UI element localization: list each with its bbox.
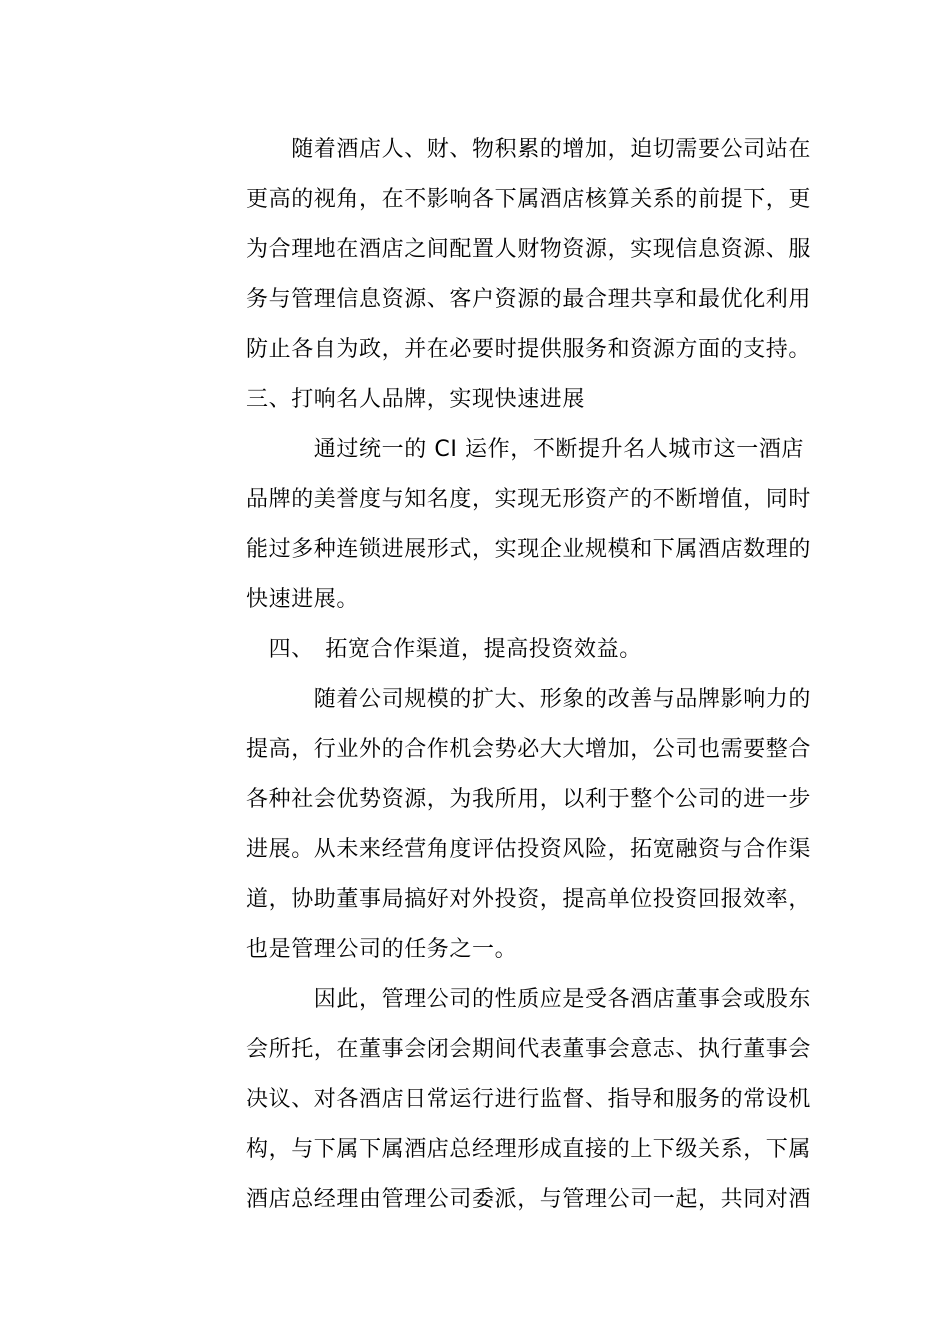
paragraph-line: 能过多种连锁进展形式，实现企业规模和下属酒店数理的	[246, 537, 812, 562]
paragraph-line: 通过统一的 CI 运作，不断提升名人城市这一酒店	[246, 437, 805, 462]
paragraph-line: 提高，行业外的合作机会势必大大增加，公司也需要整合	[246, 737, 812, 762]
paragraph-line: 随着酒店人、财、物积累的增加，迫切需要公司站在	[246, 137, 812, 162]
paragraph-line: 道，协助董事局搞好对外投资，提高单位投资回报效率，	[246, 887, 812, 912]
paragraph-line: 决议、对各酒店日常运行进行监督、指导和服务的常设机	[246, 1087, 812, 1112]
paragraph-line: 防止各自为政，并在必要时提供服务和资源方面的支持。	[246, 337, 812, 362]
paragraph-line: 务与管理信息资源、客户资源的最合理共享和最优化利用	[246, 287, 812, 312]
paragraph-line: 也是管理公司的任务之一。	[246, 937, 518, 962]
section-heading: 四、 拓宽合作渠道，提高投资效益。	[246, 637, 642, 662]
paragraph-line: 构，与下属下属酒店总经理形成直接的上下级关系，下属	[246, 1137, 812, 1162]
paragraph-line: 快速进展。	[246, 587, 360, 612]
paragraph-line: 酒店总经理由管理公司委派，与管理公司一起，共同对酒	[246, 1187, 812, 1212]
paragraph-line: 为合理地在酒店之间配置人财物资源，实现信息资源、服	[246, 237, 812, 262]
paragraph-line: 更高的视角，在不影响各下属酒店核算关系的前提下，更	[246, 187, 812, 212]
paragraph-line: 随着公司规模的扩大、形象的改善与品牌影响力的	[246, 687, 812, 712]
paragraph-line: 品牌的美誉度与知名度，实现无形资产的不断增值，同时	[246, 487, 812, 512]
paragraph-line: 各种社会优势资源，为我所用，以利于整个公司的进一步	[246, 787, 812, 812]
paragraph-line: 会所托，在董事会闭会期间代表董事会意志、执行董事会	[246, 1037, 812, 1062]
paragraph-line: 进展。从未来经营角度评估投资风险，拓宽融资与合作渠	[246, 837, 812, 862]
paragraph-line: 因此，管理公司的性质应是受各酒店董事会或股东	[246, 987, 812, 1012]
section-heading: 三、打响名人品牌，实现快速进展	[246, 387, 586, 412]
